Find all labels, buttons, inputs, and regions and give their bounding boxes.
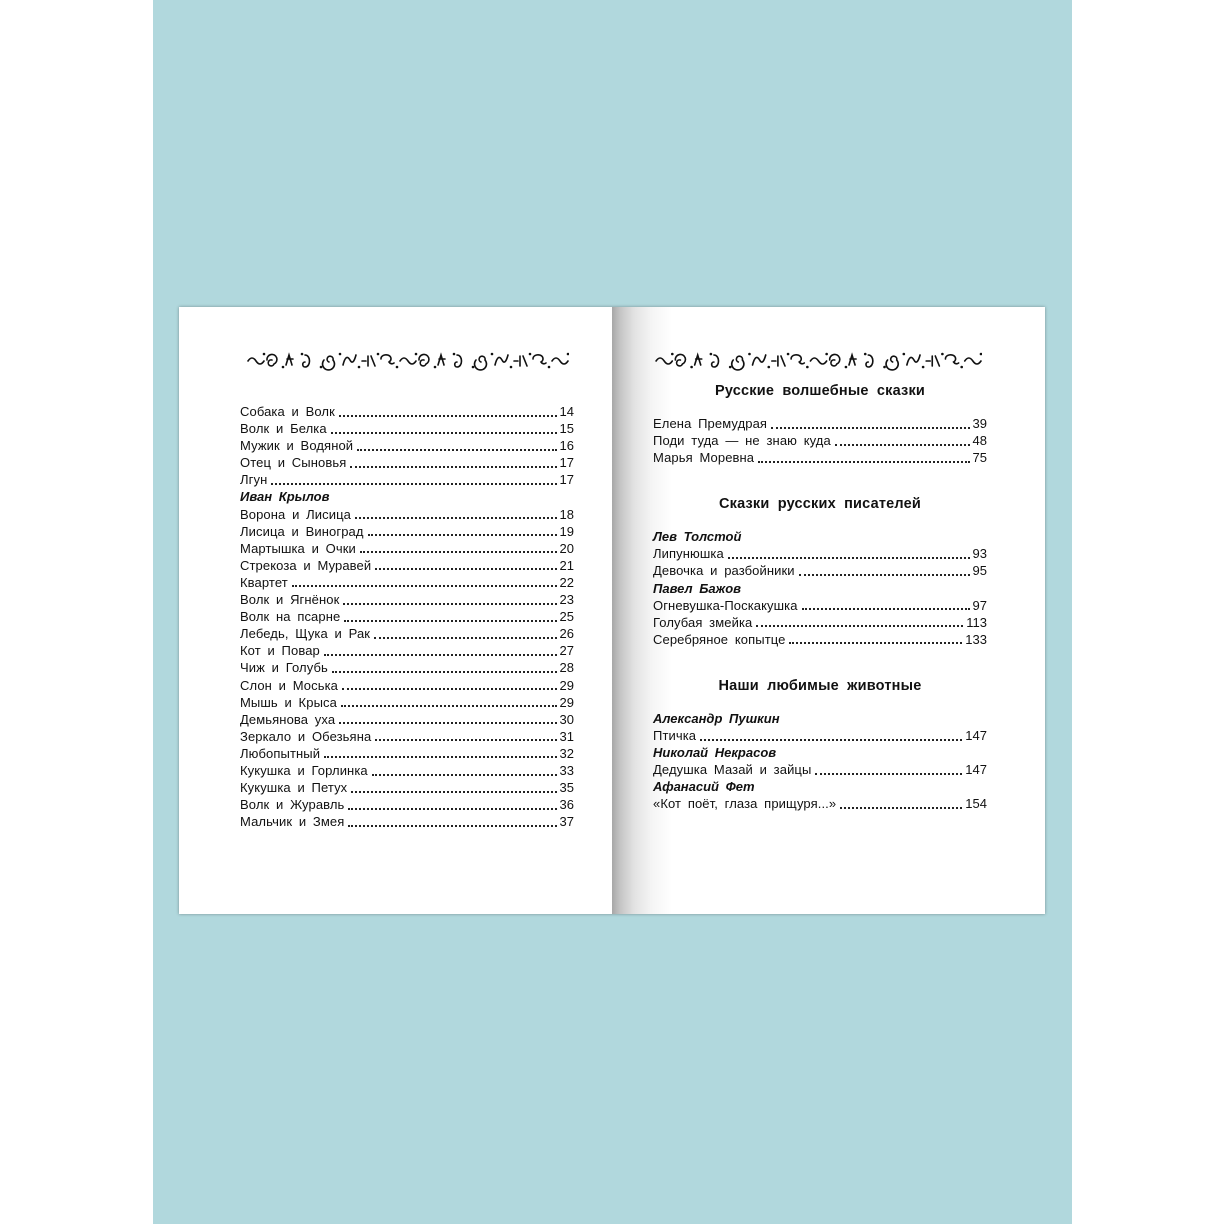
toc-entry-title: Отец и Сыновья bbox=[240, 455, 347, 471]
toc-entry-page: 93 bbox=[972, 546, 987, 562]
toc-entry-title: Собака и Волк bbox=[240, 404, 335, 419]
toc-entry-page: 33 bbox=[559, 762, 574, 778]
ornament-dot bbox=[320, 366, 323, 369]
ornament-dot bbox=[548, 366, 551, 369]
spacer bbox=[653, 648, 987, 676]
dot-leader bbox=[292, 585, 557, 587]
dot-leader bbox=[802, 608, 970, 610]
ornament-dot bbox=[864, 353, 867, 356]
toc-entry-title: Дедушка Мазай и зайцы bbox=[653, 762, 812, 778]
ornament-swirl bbox=[495, 355, 508, 365]
dot-leader bbox=[357, 449, 556, 451]
toc-entry bbox=[240, 677, 574, 694]
ornament-swirl bbox=[248, 358, 264, 364]
ornament-border-left bbox=[244, 347, 569, 373]
ornament-dot bbox=[902, 353, 905, 356]
dot-leader bbox=[342, 688, 557, 690]
toc-entry bbox=[240, 506, 574, 523]
dot-leader bbox=[350, 466, 556, 468]
dot-leader bbox=[756, 625, 963, 627]
toc-entry-title: Квартет bbox=[240, 574, 288, 590]
ornament-swirl bbox=[438, 355, 445, 365]
toc-entry-title: Кукушка и Горлинка bbox=[240, 762, 368, 778]
toc-entry-title: Поди туда — не знаю куда bbox=[653, 433, 831, 449]
ornament-swirl bbox=[533, 355, 546, 364]
toc-entry-page: 19 bbox=[559, 523, 574, 539]
toc-entry-title: Птичка bbox=[653, 728, 697, 744]
dot-leader bbox=[375, 739, 556, 741]
toc-entry-title: Ворона и Лисица bbox=[240, 506, 351, 522]
toc-entry bbox=[240, 557, 574, 574]
author-heading: Александр Пушкин bbox=[653, 710, 780, 726]
author-heading: Иван Крылов bbox=[240, 489, 330, 505]
ornament-swirl bbox=[362, 356, 375, 366]
toc-entry-page: 30 bbox=[559, 711, 574, 727]
dot-leader bbox=[789, 642, 962, 644]
toc-entry-page: 21 bbox=[559, 557, 574, 573]
toc-entry bbox=[653, 415, 987, 432]
author-heading: Лев Толстой bbox=[653, 529, 742, 545]
dot-leader bbox=[343, 603, 556, 605]
ornament-swirl bbox=[945, 355, 958, 364]
ornament-dot bbox=[282, 366, 285, 369]
ornament-swirl bbox=[810, 358, 826, 364]
spacer bbox=[653, 514, 987, 528]
ornament-dot bbox=[529, 353, 532, 356]
dot-leader bbox=[728, 557, 970, 559]
toc-entry-page: 15 bbox=[559, 421, 574, 437]
dot-leader bbox=[339, 722, 556, 724]
ornament-dot bbox=[767, 366, 770, 369]
ornament-swirl bbox=[791, 355, 804, 364]
section-title: Сказки русских писателей bbox=[718, 496, 922, 513]
ornament-swirl bbox=[866, 355, 873, 367]
toc-entry-page: 35 bbox=[559, 780, 574, 796]
toc-entry bbox=[240, 420, 574, 437]
ornament-dot bbox=[377, 353, 380, 356]
toc-entry bbox=[240, 523, 574, 540]
dot-leader bbox=[355, 517, 557, 519]
toc-entry-page: 16 bbox=[559, 438, 574, 454]
toc-entry-page: 23 bbox=[559, 592, 574, 608]
dot-leader bbox=[344, 620, 556, 622]
spacer bbox=[653, 466, 987, 494]
toc-entry bbox=[240, 813, 574, 830]
toc-entry-page: 25 bbox=[559, 609, 574, 625]
toc-entry bbox=[240, 745, 574, 762]
toc-entry-page: 27 bbox=[559, 643, 574, 659]
toc-entry-title: Волк и Журавль bbox=[240, 797, 345, 813]
ornament-dot bbox=[415, 353, 418, 356]
ornament-swirl bbox=[455, 355, 462, 367]
ornament-swirl bbox=[656, 358, 672, 364]
toc-entry bbox=[653, 432, 987, 449]
toc-entry-page: 14 bbox=[559, 404, 574, 419]
dot-leader bbox=[815, 773, 962, 775]
toc-entry-page: 28 bbox=[559, 660, 574, 676]
toc-entry bbox=[653, 727, 987, 744]
ornament-dot bbox=[453, 353, 456, 356]
ornament-swirl bbox=[267, 354, 277, 365]
toc-entry bbox=[653, 614, 987, 631]
toc-entry-title: Голубая змейка bbox=[653, 614, 753, 630]
toc-entry bbox=[653, 562, 987, 579]
toc-entry-page: 147 bbox=[965, 762, 987, 778]
toc-entry-title: Мужик и Водяной bbox=[240, 438, 354, 454]
toc-entry bbox=[240, 642, 574, 659]
toc-entry-title: Мальчик и Змея bbox=[240, 814, 345, 830]
toc-entry bbox=[240, 471, 574, 488]
toc-entry-title: Слон и Моська bbox=[240, 677, 338, 693]
toc-entry bbox=[240, 608, 574, 625]
toc-entry-title: Зеркало и Обезьяна bbox=[240, 728, 372, 744]
toc-entry-title: Волк и Ягнёнок bbox=[240, 592, 340, 608]
author-heading: Афанасий Фет bbox=[653, 779, 755, 795]
dot-leader bbox=[368, 534, 557, 536]
toc-entry-title: Лебедь, Щука и Рак bbox=[240, 626, 371, 642]
dot-leader bbox=[324, 654, 557, 656]
table-of-contents-left bbox=[240, 403, 574, 830]
toc-entry-page: 36 bbox=[559, 797, 574, 813]
ornament-dot bbox=[491, 353, 494, 356]
toc-entry-page: 48 bbox=[972, 433, 987, 449]
dot-leader bbox=[348, 825, 556, 827]
dot-leader bbox=[372, 774, 557, 776]
ornament-border-right bbox=[652, 347, 982, 373]
dot-leader bbox=[771, 427, 969, 429]
toc-entry-title: Девочка и разбойники bbox=[653, 563, 795, 579]
toc-entry-title: «Кот поёт, глаза прищуря...» bbox=[653, 796, 837, 812]
author-heading: Павел Бажов bbox=[653, 580, 741, 596]
ornament-swirl bbox=[514, 356, 527, 366]
ornament-swirl bbox=[732, 356, 744, 370]
toc-entry-page: 97 bbox=[972, 597, 987, 613]
dot-leader bbox=[700, 739, 962, 741]
ornament-dot bbox=[825, 353, 828, 356]
ornament-swirl bbox=[753, 355, 766, 365]
toc-entry-page: 18 bbox=[559, 506, 574, 522]
toc-entry-page: 95 bbox=[972, 563, 987, 579]
toc-entry-page: 75 bbox=[972, 450, 987, 466]
toc-entry bbox=[240, 454, 574, 471]
toc-entry-title: Липунюшка bbox=[653, 546, 724, 562]
ornament-dot bbox=[710, 353, 713, 356]
toc-entry-page: 17 bbox=[559, 455, 574, 471]
toc-entry-page: 32 bbox=[559, 745, 574, 761]
dot-leader bbox=[375, 568, 556, 570]
dot-leader bbox=[341, 705, 557, 707]
ornament-dot bbox=[941, 353, 944, 356]
toc-entry-page: 29 bbox=[559, 694, 574, 710]
toc-entry bbox=[653, 597, 987, 614]
toc-entry-page: 29 bbox=[559, 677, 574, 693]
ornament-swirl bbox=[675, 354, 685, 365]
spacer bbox=[653, 401, 987, 415]
toc-entry bbox=[240, 762, 574, 779]
toc-entry-page: 133 bbox=[965, 631, 987, 647]
toc-entry-title: Серебряное копытце bbox=[653, 631, 786, 647]
section-title: Русские волшебные сказки bbox=[714, 383, 926, 399]
toc-entry-title: Волк и Белка bbox=[240, 421, 327, 437]
toc-entry-title: Демьянова уха bbox=[240, 711, 336, 727]
toc-entry-page: 31 bbox=[559, 728, 574, 744]
toc-entry-page: 20 bbox=[559, 540, 574, 556]
dot-leader bbox=[799, 574, 970, 576]
ornament-dot bbox=[845, 366, 848, 369]
toc-entry-title: Стрекоза и Муравей bbox=[240, 557, 372, 573]
ornament-dot bbox=[980, 353, 982, 356]
left-page bbox=[179, 307, 612, 914]
dot-leader bbox=[360, 551, 557, 553]
toc-entry bbox=[240, 403, 574, 420]
ornament-dot bbox=[748, 353, 751, 356]
ornament-swirl bbox=[830, 354, 840, 365]
ornament-swirl bbox=[323, 356, 335, 370]
dot-leader bbox=[840, 807, 962, 809]
dot-leader bbox=[374, 637, 556, 639]
ornament-dot bbox=[301, 353, 304, 356]
toc-entry bbox=[240, 711, 574, 728]
toc-entry bbox=[240, 540, 574, 557]
ornament-dot bbox=[729, 366, 732, 369]
toc-entry-page: 39 bbox=[972, 416, 987, 431]
ornament-dot bbox=[510, 366, 513, 369]
toc-entry-page: 22 bbox=[559, 574, 574, 590]
dot-leader bbox=[835, 444, 970, 446]
toc-entry-page: 37 bbox=[559, 814, 574, 830]
ornament-dot bbox=[396, 366, 399, 369]
ornament-dot bbox=[787, 353, 790, 356]
book-spread bbox=[179, 307, 1045, 914]
dot-leader bbox=[271, 483, 556, 485]
ornament-swirl bbox=[849, 355, 856, 365]
ornament-dot bbox=[922, 366, 925, 369]
toc-entry bbox=[240, 694, 574, 711]
toc-entry bbox=[240, 728, 574, 745]
right-page bbox=[612, 307, 1045, 914]
toc-entry-page: 154 bbox=[965, 796, 987, 812]
ornament-swirl bbox=[907, 355, 920, 365]
ornament-dot bbox=[567, 353, 569, 356]
ornament-swirl bbox=[926, 356, 939, 366]
ornament-dot bbox=[339, 353, 342, 356]
ornament-swirl bbox=[695, 355, 702, 365]
ornament-dot bbox=[358, 366, 361, 369]
ornament-swirl bbox=[886, 356, 898, 370]
toc-entry-page: 113 bbox=[966, 614, 987, 630]
toc-entry bbox=[240, 591, 574, 608]
ornament-dot bbox=[806, 366, 809, 369]
toc-entry bbox=[653, 449, 987, 466]
ornament-dot bbox=[263, 353, 266, 356]
ornament-swirl bbox=[419, 354, 429, 365]
ornament-swirl bbox=[475, 356, 487, 370]
toc-entry bbox=[240, 796, 574, 813]
ornament-swirl bbox=[400, 358, 416, 364]
toc-entry-title: Любопытный bbox=[240, 745, 321, 761]
spacer bbox=[653, 696, 987, 710]
toc-entry bbox=[240, 574, 574, 591]
toc-entry bbox=[240, 625, 574, 642]
ornament-dot bbox=[472, 366, 475, 369]
dot-leader bbox=[351, 791, 556, 793]
toc-entry-title: Лисица и Виноград bbox=[240, 523, 364, 539]
toc-entry-page: 17 bbox=[559, 472, 574, 488]
ornament-swirl bbox=[965, 358, 981, 364]
dot-leader bbox=[331, 432, 557, 434]
toc-entry-title: Мартышка и Очки bbox=[240, 540, 356, 556]
toc-entry bbox=[653, 761, 987, 778]
ornament-swirl bbox=[303, 355, 310, 367]
toc-entry bbox=[653, 795, 987, 812]
toc-entry-page: 147 bbox=[965, 728, 987, 744]
toc-entry bbox=[240, 659, 574, 676]
toc-entry-title: Волк на псарне bbox=[240, 609, 341, 625]
toc-entry-title: Огневушка-Поскакушка bbox=[653, 597, 798, 613]
ornament-swirl bbox=[552, 358, 568, 364]
ornament-dot bbox=[883, 366, 886, 369]
dot-leader bbox=[324, 756, 556, 758]
toc-entry-title: Кукушка и Петух bbox=[240, 780, 348, 796]
toc-entry bbox=[653, 545, 987, 562]
toc-entry-title: Марья Моревна bbox=[653, 450, 755, 466]
dot-leader bbox=[758, 461, 969, 463]
dot-leader bbox=[332, 671, 557, 673]
ornament-dot bbox=[434, 366, 437, 369]
toc-entry-title: Лгун bbox=[240, 472, 268, 488]
ornament-swirl bbox=[343, 355, 356, 365]
author-heading: Николай Некрасов bbox=[653, 745, 777, 761]
ornament-swirl bbox=[712, 355, 719, 367]
table-of-contents-right bbox=[653, 381, 987, 813]
ornament-swirl bbox=[286, 355, 293, 365]
toc-entry bbox=[653, 631, 987, 648]
ornament-dot bbox=[671, 353, 674, 356]
toc-entry-title: Кот и Повар bbox=[240, 643, 320, 659]
ornament-dot bbox=[960, 366, 963, 369]
toc-entry-page: 26 bbox=[559, 626, 574, 642]
ornament-dot bbox=[690, 366, 693, 369]
toc-entry-title: Чиж и Голубь bbox=[240, 660, 328, 676]
toc-entry bbox=[240, 779, 574, 796]
section-title: Наши любимые животные bbox=[718, 677, 922, 694]
toc-entry bbox=[240, 437, 574, 454]
ornament-swirl bbox=[772, 356, 785, 366]
dot-leader bbox=[348, 808, 556, 810]
toc-entry-title: Елена Премудрая bbox=[653, 416, 768, 431]
toc-entry-title: Мышь и Крыса bbox=[240, 694, 337, 710]
ornament-swirl bbox=[381, 355, 394, 364]
dot-leader bbox=[339, 415, 557, 417]
